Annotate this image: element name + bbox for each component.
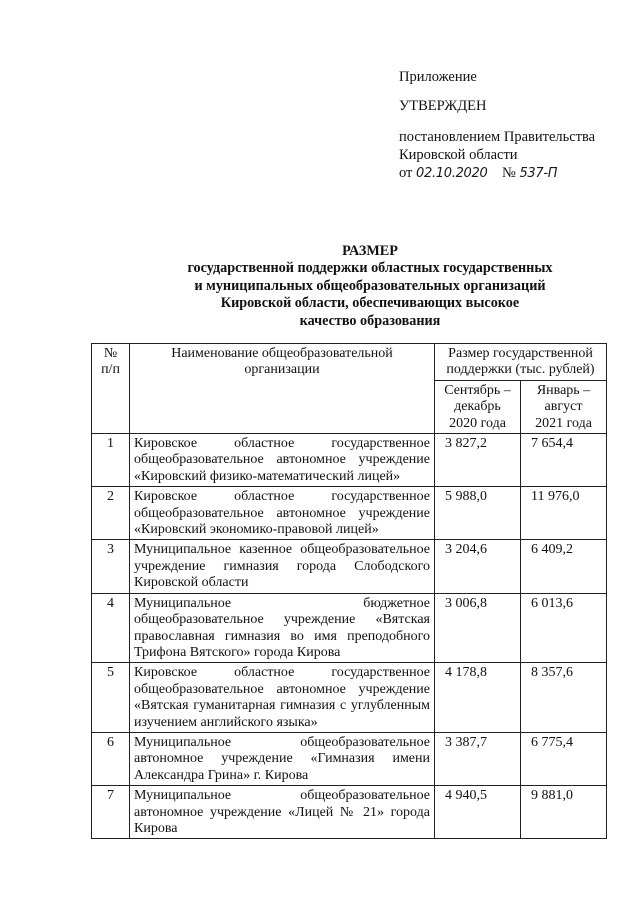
header-period-1: Сентябрь – декабрь 2020 года: [435, 380, 521, 433]
header-num: № п/п: [92, 344, 130, 434]
title-line-3: и муниципальных общеобразовательных организаций: [194, 277, 546, 294]
row-name: Кировское областное государственное общеобразовательное автономное учреждение «Кировский экономико-правовой лицей»: [130, 487, 435, 540]
row-value-2021: 7 654,4: [521, 434, 607, 487]
row-value-2020: 3 006,8: [435, 593, 521, 663]
row-value-2021: 6 409,2: [521, 540, 607, 593]
handwritten-number: 537-П: [519, 166, 558, 181]
table-row: [92, 434, 607, 487]
row-num: 2: [92, 487, 130, 540]
title-line-5: качество образования: [299, 312, 441, 329]
approved-by-line2: Кировской области: [399, 147, 518, 163]
row-num: 1: [92, 434, 130, 487]
number-prefix: №: [501, 165, 516, 181]
row-value-2020: 5 988,0: [435, 487, 521, 540]
row-num: 6: [92, 732, 130, 785]
table-row: [92, 786, 607, 839]
title-line-2: государственной поддержки областных государственных: [187, 260, 553, 277]
row-name: Муниципальное бюджетное общеобразовательное учреждение «Вятская православная гимназия во имя преподобного Трифона Вятского» города Кирова: [130, 593, 435, 663]
approved-by-line1: постановлением Правительства: [399, 129, 596, 145]
row-value-2020: 3 827,2: [435, 434, 521, 487]
row-name: Кировское областное государственное общеобразовательное автономное учреждение «Вятская гуманитарная гимназия с углубленным изучением английского языка»: [130, 663, 435, 733]
table-row: [92, 487, 607, 540]
header-row-1: [92, 344, 607, 381]
title-line-1: РАЗМЕР: [342, 243, 398, 259]
header-period-2: Январь – август 2021 года: [521, 380, 607, 433]
row-value-2020: 4 178,8: [435, 663, 521, 733]
header-amount: Размер государственной поддержки (тыс. рублей): [435, 344, 607, 381]
row-value-2020: 3 204,6: [435, 540, 521, 593]
row-name: Муниципальное общеобразовательное автономное учреждение «Гимназия имени Александра Грина» г. Кирова: [130, 732, 435, 785]
header-name: Наименование общеобразовательной организации: [130, 344, 435, 434]
support-amounts-table: [91, 343, 607, 839]
row-num: 7: [92, 786, 130, 839]
row-value-2021: 6 775,4: [521, 732, 607, 785]
row-num: 3: [92, 540, 130, 593]
row-num: 4: [92, 593, 130, 663]
resolution-date-line: [399, 164, 629, 183]
approved-label: УТВЕРЖДЕН: [399, 98, 487, 114]
row-value-2020: 3 387,7: [435, 732, 521, 785]
row-value-2021: 11 976,0: [521, 487, 607, 540]
row-value-2020: 4 940,5: [435, 786, 521, 839]
table-row: [92, 732, 607, 785]
table-row: [92, 663, 607, 733]
title-line-4: Кировской области, обеспечивающих высокое: [220, 295, 520, 312]
table-row: [92, 593, 607, 663]
row-value-2021: 9 881,0: [521, 786, 607, 839]
row-num: 5: [92, 663, 130, 733]
handwritten-date: 02.10.2020: [416, 166, 488, 181]
document-title: [150, 243, 590, 330]
appendix-label: Приложение: [399, 69, 477, 85]
date-prefix: от: [399, 165, 413, 181]
row-name: Муниципальное казенное общеобразовательное учреждение гимназия города Слободского Кировской области: [130, 540, 435, 593]
approval-block: [399, 68, 629, 183]
row-value-2021: 8 357,6: [521, 663, 607, 733]
table-row: [92, 540, 607, 593]
row-value-2021: 6 013,6: [521, 593, 607, 663]
row-name: Муниципальное общеобразовательное автономное учреждение «Лицей № 21» города Кирова: [130, 786, 435, 839]
row-name: Кировское областное государственное общеобразовательное автономное учреждение «Кировский физико-математический лицей»: [130, 434, 435, 487]
